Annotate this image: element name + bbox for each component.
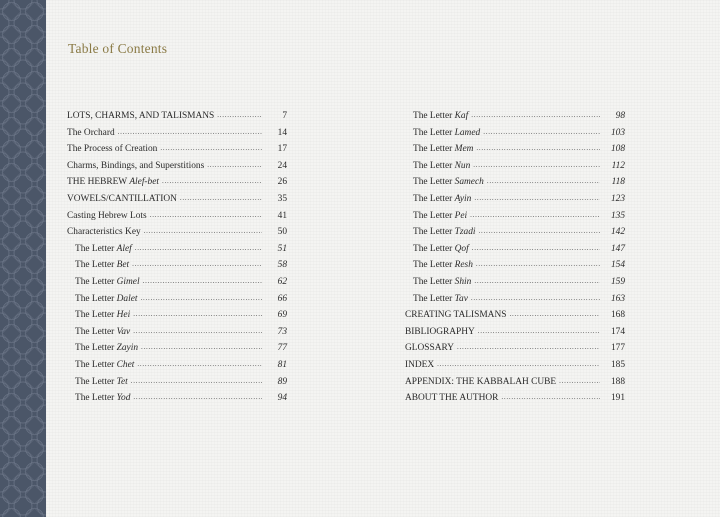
toc-entry-italic-text: Mem [454,144,474,155]
toc-entry[interactable] [405,125,625,142]
dot-leader [476,140,600,157]
toc-entry-text: The Letter [413,193,455,204]
toc-entry[interactable] [67,108,287,125]
toc-entry-page-number: 69 [277,310,287,321]
dot-leader [476,256,600,273]
toc-entry-text: The Letter [75,276,117,287]
toc-entry-page-number: 123 [610,193,625,204]
dot-leader [473,157,600,174]
toc-entry-label [405,257,473,274]
dot-leader [132,256,262,273]
toc-entry-italic-text: Gimel [116,276,140,287]
toc-entry[interactable] [405,191,625,208]
toc-entry-italic-text: Yod [116,393,131,404]
toc-entry[interactable] [67,357,287,374]
toc-entry[interactable] [405,374,625,391]
toc-entry-text: The Letter [75,376,117,387]
toc-entry-page-number: 58 [277,260,287,271]
toc-entry-text: APPENDIX: THE KABBALAH CUBE [405,376,557,387]
toc-entry[interactable] [67,324,287,341]
toc-entry-text: GLOSSARY [405,343,454,354]
toc-entry-page-number: 7 [282,111,287,121]
toc-entry[interactable] [405,141,625,158]
toc-entry-page-number: 17 [277,144,287,155]
toc-entry[interactable] [67,158,287,175]
toc-entry-text: The Orchard [67,127,115,138]
toc-entry-page-number: 41 [277,210,287,221]
toc-entry-label [405,241,469,258]
toc-entry-text: CREATING TALISMANS [405,310,507,321]
toc-entry-text: The Letter [75,260,117,271]
toc-entry-page-number: 50 [277,227,287,238]
toc-entry-text: The Letter [75,243,117,254]
toc-entry-italic-text: Pei [454,210,468,221]
toc-entry-text: The Letter [413,177,455,188]
toc-entry-italic-text: Tav [454,293,468,304]
toc-entry-text: The Letter [413,276,455,287]
dot-leader [141,290,263,307]
toc-entry[interactable] [67,390,287,407]
toc-entry-text: THE HEBREW [67,177,130,188]
toc-entry-page-number: 62 [277,276,287,287]
toc-entry[interactable] [405,340,625,357]
toc-entry-page-number: 168 [610,310,625,321]
toc-entry-italic-text: Zayin [116,343,139,354]
dot-leader [474,190,600,207]
toc-entry[interactable] [67,241,287,258]
dot-leader [471,290,600,307]
toc-entry[interactable] [405,174,625,191]
toc-entry-page-number: 66 [277,293,287,304]
toc-entry-label [67,125,115,142]
toc-entry-label [405,324,475,341]
dot-leader [478,323,600,340]
dot-leader [437,356,600,373]
dot-leader [141,339,262,356]
dot-leader [509,306,600,323]
toc-entry-text: The Letter [413,160,455,171]
toc-entry[interactable] [67,274,287,291]
toc-entry[interactable] [67,340,287,357]
toc-entry[interactable] [67,224,287,241]
toc-entry-label [67,191,177,208]
toc-entry-page-number: 103 [610,127,625,138]
toc-entry-label [405,208,467,225]
toc-entry-italic-text: Lamed [454,127,481,138]
toc-entry-italic-text: Resh [454,260,473,271]
toc-entry-label [67,357,134,374]
toc-entry-page-number: 81 [277,359,287,370]
toc-entry[interactable] [405,324,625,341]
toc-entry-label [67,307,130,324]
toc-entry-text: LOTS, CHARMS, AND TALISMANS [67,111,215,121]
toc-entry-italic-text: Alef-bet [129,177,160,188]
dot-leader [133,323,262,340]
toc-entry-page-number: 77 [277,343,287,354]
dot-leader [133,306,262,323]
toc-entry-text: The Letter [75,359,117,370]
dot-leader [137,356,262,373]
toc-entry-text: ABOUT THE AUTHOR [405,393,499,404]
toc-entry-text: The Process of Creation [67,144,158,155]
toc-entry[interactable] [405,108,625,125]
toc-entry-page-number: 188 [610,376,625,387]
toc-entry-italic-text: Nun [454,160,471,171]
toc-entry-label [405,340,454,357]
toc-entry-label [405,390,498,407]
toc-entry-italic-text: Samech [454,177,484,188]
toc-entry-page-number: 112 [611,160,625,171]
toc-entry-text: The Letter [413,144,455,155]
toc-entry[interactable] [405,241,625,258]
toc-entry-label [405,357,434,374]
toc-right-column [405,108,625,407]
toc-entry-label [67,374,128,391]
toc-entry[interactable] [405,257,625,274]
toc-entry[interactable] [67,174,287,191]
toc-entry-text: The Letter [413,260,455,271]
dot-leader [559,373,600,390]
toc-entry-label [405,125,480,142]
dot-leader [144,223,262,240]
dot-leader [470,207,600,224]
toc-entry-page-number: 174 [610,326,625,337]
dot-leader [180,190,262,207]
toc-left-column [67,108,287,407]
toc-entry-page-number: 142 [610,227,625,238]
toc-entry[interactable] [405,274,625,291]
toc-entry-text: The Letter [413,210,455,221]
dot-leader [162,173,262,190]
dot-leader [135,240,262,257]
dot-leader [118,124,262,141]
toc-entry[interactable] [405,307,625,324]
toc-entry-text: INDEX [405,359,435,370]
toc-entry-label [405,158,470,175]
toc-entry[interactable] [405,208,625,225]
toc-entry[interactable] [67,257,287,274]
toc-entry-text: The Letter [75,343,117,354]
toc-entry-label [67,324,130,341]
toc-entry-text: The Letter [75,326,117,337]
toc-entry-italic-text: Qof [454,243,469,254]
toc-entry-label [67,208,147,225]
dot-leader [471,107,600,124]
dot-leader [131,373,262,390]
toc-entry-label [67,241,132,258]
toc-entry-italic-text: Vav [116,326,131,337]
toc-entry-text: The Letter [413,127,455,138]
toc-entry-page-number: 154 [610,260,625,271]
page-title: Table of Contents [68,41,168,56]
toc-entry-label [405,374,556,391]
toc-entry-page-number: 51 [277,243,287,254]
toc-entry[interactable] [67,374,287,391]
toc-entry-page-number: 26 [277,177,287,188]
toc-entry-text: VOWELS/CANTILLATION [67,193,177,204]
toc-entry[interactable] [67,208,287,225]
toc-entry-label [67,174,159,191]
toc-entry-page-number: 14 [277,127,287,138]
toc-entry-italic-text: Kaf [454,111,469,121]
toc-entry-label [67,390,130,407]
dot-leader [487,173,600,190]
toc-entry-label [67,340,138,357]
toc-entry-label [67,274,140,291]
toc-entry[interactable] [405,158,625,175]
toc-entry-italic-text: Ayin [454,193,472,204]
dot-leader [479,223,601,240]
dot-leader [160,140,262,157]
toc-entry[interactable] [67,191,287,208]
dot-leader [143,273,262,290]
toc-entry-label [405,224,476,241]
toc-entry-label [405,274,471,291]
geometric-pattern [0,0,46,517]
toc-entry-page-number: 135 [610,210,625,221]
decorative-pattern-strip [0,0,46,517]
toc-entry-page-number: 35 [277,193,287,204]
toc-entry-text: The Letter [413,293,455,304]
toc-entry-italic-text: Tet [116,376,128,387]
toc-entry-label [67,291,138,308]
toc-entry-label [67,141,157,158]
toc-entry-text: The Letter [413,243,455,254]
toc-entry[interactable] [405,357,625,374]
toc-entry-text: BIBLIOGRAPHY [405,326,475,337]
toc-entry-page-number: 24 [277,160,287,171]
toc-entry-italic-text: Chet [116,359,135,370]
toc-entry-italic-text: Tzadi [454,227,476,238]
toc-entry[interactable] [67,141,287,158]
toc-entry-italic-text: Alef [116,243,132,254]
toc-entry-italic-text: Hei [116,310,131,321]
toc-entry-text: The Letter [413,111,455,121]
dot-leader [207,157,262,174]
toc-entry-text: The Letter [413,227,455,238]
dot-leader [217,107,262,124]
toc-entry-text: The Letter [75,293,117,304]
dot-leader [150,207,262,224]
dot-leader [474,273,600,290]
toc-entry-page-number: 147 [610,243,625,254]
toc-entry-page-number: 163 [610,293,625,304]
toc-entry-label [405,108,468,125]
toc-entry-page-number: 191 [610,393,625,404]
toc-page [46,0,720,517]
toc-entry-label [67,108,214,125]
toc-entry-page-number: 73 [277,326,287,337]
toc-entry-text: Characteristics Key [67,227,141,238]
toc-entry[interactable] [67,307,287,324]
toc-entry-label [405,307,506,324]
dot-leader [472,240,600,257]
toc-entry-text: Casting Hebrew Lots [67,210,147,221]
toc-entry-label [67,257,129,274]
dot-leader [133,389,262,406]
toc-entry-page-number: 98 [615,111,625,121]
toc-entry-italic-text: Bet [116,260,130,271]
toc-entry[interactable] [405,390,625,407]
toc-entry-text: The Letter [75,393,117,404]
toc-entry-label [405,191,471,208]
toc-entry-label [405,291,468,308]
toc-entry-label [405,141,473,158]
toc-entry-page-number: 108 [610,144,625,155]
toc-entry[interactable] [405,291,625,308]
dot-leader [501,389,600,406]
dot-leader [483,124,600,141]
dot-leader [457,339,600,356]
toc-entry-text: The Letter [75,310,117,321]
toc-entry[interactable] [405,224,625,241]
toc-entry-page-number: 159 [610,276,625,287]
toc-entry[interactable] [67,291,287,308]
toc-entry-text: Charms, Bindings, and Superstitions [67,160,205,171]
toc-entry-page-number: 185 [610,359,625,370]
toc-entry-label [67,224,141,241]
toc-entry-italic-text: Shin [454,276,472,287]
toc-entry-italic-text: Dalet [116,293,138,304]
toc-entry-page-number: 94 [277,393,287,404]
toc-entry-page-number: 118 [611,177,625,188]
toc-entry-page-number: 89 [277,376,287,387]
toc-entry[interactable] [67,125,287,142]
toc-entry-page-number: 177 [610,343,625,354]
toc-entry-label [405,174,484,191]
toc-entry-label [67,158,204,175]
